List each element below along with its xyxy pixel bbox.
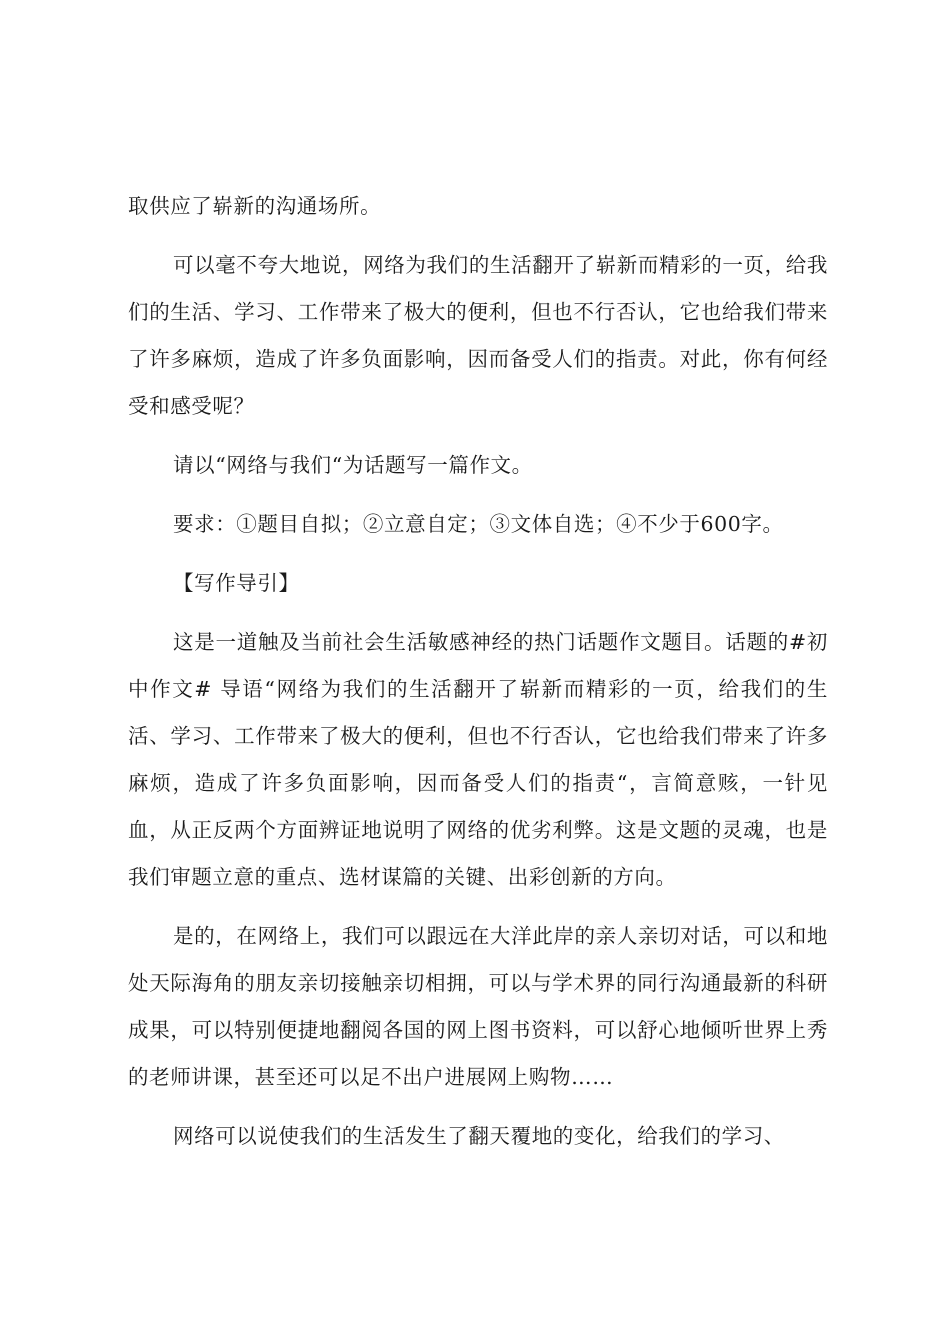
paragraph-requirements: 要求：①题目自拟；②立意自定；③文体自选；④不少于600字。 <box>173 512 784 536</box>
paragraph-prompt: 请以“网络与我们“为话题写一篇作文。 <box>173 453 533 477</box>
paragraph-guide-analysis: 这是一道触及当前社会生活敏感神经的热门话题作文题目。话题的#初中作文# 导语“网络为我们的生活翻开了崭新而精彩的一页，给我们的生活、学习、工作带来了极大的便利，但也不行否认，它也给我们带来了许多麻烦，造成了许多负面影响，因而备受人们的指责“，言简意赅，一针见血，从正反两个方面辨证地说明了网络的优劣利弊。这是文题的灵魂，也是我们审题立意的重点、选材谋篇的关键、出彩创新的方向。 <box>128 630 828 889</box>
document-body <box>128 183 828 1172</box>
paragraph-continuation: 取供应了崭新的沟通场所。 <box>128 194 382 218</box>
section-heading-writing-guide: 【写作导引】 <box>173 571 300 595</box>
paragraph-network-changes: 网络可以说使我们的生活发生了翻天覆地的变化，给我们的学习、 <box>173 1124 785 1148</box>
paragraph-network-benefits: 是的，在网络上，我们可以跟远在大洋此岸的亲人亲切对话，可以和地处天际海角的朋友亲切接触亲切相拥，可以与学术界的同行沟通最新的科研成果，可以特别便捷地翻阅各国的网上图书资料，可以舒心地倾听世界上秀的老师讲课，甚至还可以足不出户进展网上购物…… <box>128 924 828 1089</box>
paragraph-intro: 可以毫不夸大地说，网络为我们的生活翻开了崭新而精彩的一页，给我们的生活、学习、工作带来了极大的便利，但也不行否认，它也给我们带来了许多麻烦，造成了许多负面影响，因而备受人们的指责。对此，你有何经受和感受呢？ <box>128 253 828 418</box>
